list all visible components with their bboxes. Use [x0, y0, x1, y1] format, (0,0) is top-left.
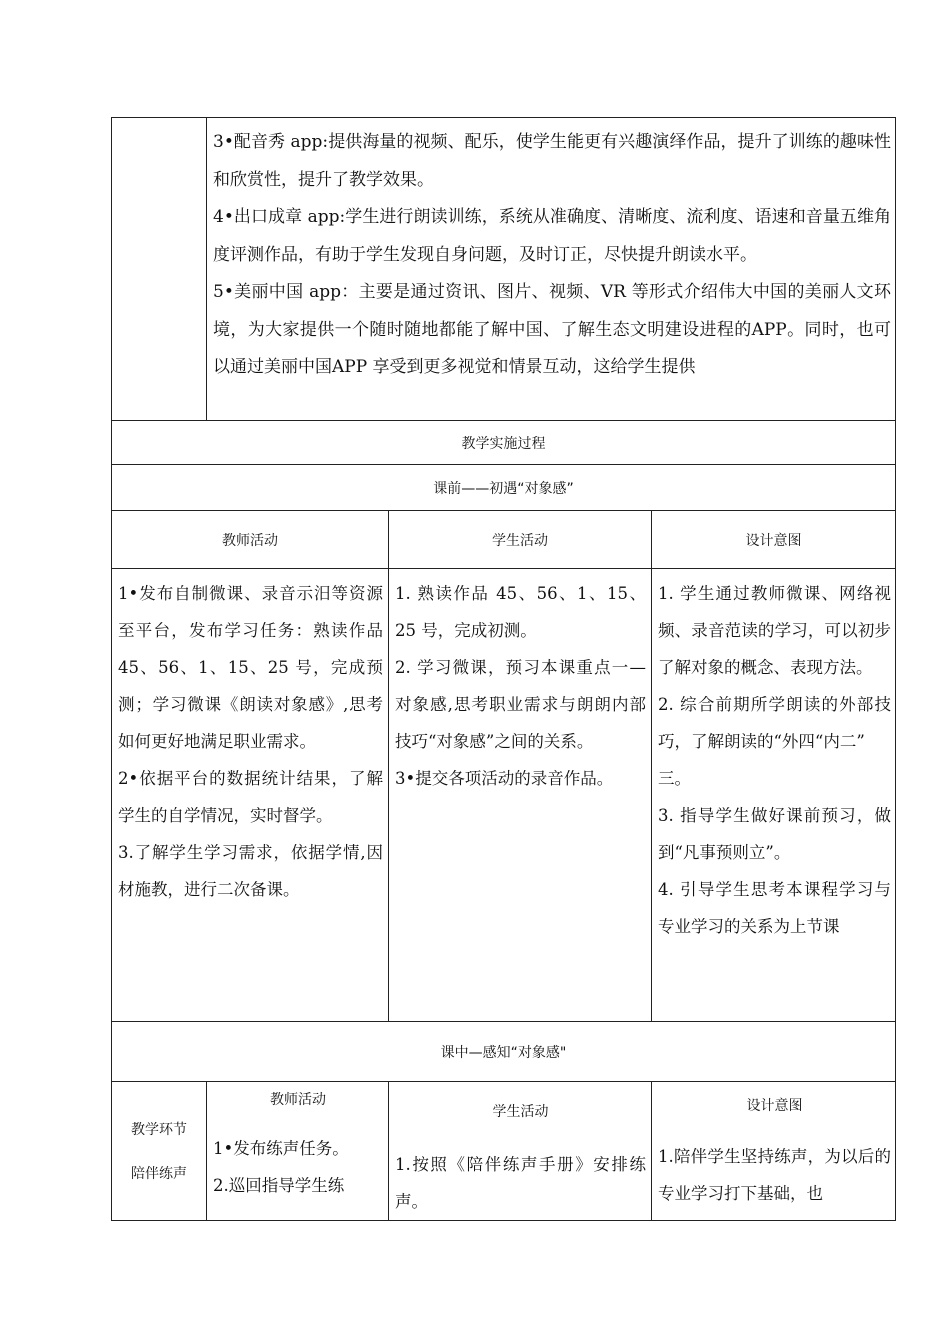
process-title-row — [111, 420, 896, 464]
in-class-title-row — [111, 1021, 896, 1081]
stage-cell — [111, 1081, 206, 1221]
in-design-header: 设计意图 — [746, 1098, 803, 1114]
in-student-item-1: 1.按照《陪伴练声手册》安排练声。 — [395, 1155, 646, 1211]
app-item-3: 3•配音秀 app:提供海量的视频、配乐，使学生能更有兴趣演绎作品，提升了训练的趣味性和欣赏性，提升了教学效果。 — [213, 132, 891, 190]
in-teacher-item-2: 2.巡回指导学生练 — [213, 1176, 345, 1195]
in-teacher-item-1: 1•发布练声任务。 — [213, 1139, 349, 1158]
pre-class-title: 课前——初遇“对象感” — [433, 480, 574, 497]
pre-teacher-cell — [111, 568, 388, 1021]
pre-design-item-3: 3. 指导学生做好课前预习，做到“凡事预则立”。 — [658, 806, 891, 862]
in-teacher-header: 教师活动 — [270, 1092, 326, 1108]
in-design-cell — [651, 1081, 896, 1221]
student-activity-header: 学生活动 — [492, 532, 548, 549]
pre-design-item-4: 4. 引导学生思考本课程学习与专业学习的关系为上节课 — [658, 880, 891, 936]
pre-student-header — [388, 510, 651, 568]
pre-student-item-2: 2. 学习微课，预习本课重点一—对象感,思考职业需求与朗朗内部技巧“对象感”之间的关系。 — [395, 658, 646, 751]
pre-design-item-2: 2. 综合前期所学朗读的外部技巧，了解朗读的“外四“内二” — [658, 695, 891, 751]
top-left-empty-cell — [111, 117, 206, 420]
pre-teacher-item-2: 2•依据平台的数据统计结果，了解学生的自学情况，实时督学。 — [118, 769, 383, 825]
app-item-5: 5•美丽中国 app：主要是通过资讯、图片、视频、VR 等形式介绍伟大中国的美丽人文环境，为大家提供一个随时随地都能了解中国、了解生态文明建设进程的APP。同时，也可以通过美丽中国APP 享受到更多视觉和情景互动，这给学生提供 — [213, 282, 891, 377]
in-teacher-cell — [206, 1081, 388, 1221]
in-student-header: 学生活动 — [492, 1104, 549, 1120]
pre-teacher-header — [111, 510, 388, 568]
pre-design-cell — [651, 568, 896, 1021]
pre-teacher-item-3: 3.了解学生学习需求，依据学情,因材施教，进行二次备课。 — [118, 843, 383, 899]
pre-design-header — [651, 510, 896, 568]
design-intent-header: 设计意图 — [745, 532, 802, 549]
pre-design-item-1: 1. 学生通过教师微课、网络视频、录音范读的学习，可以初步了解对象的概念、表现方法。 — [658, 584, 891, 677]
teacher-activity-header: 教师活动 — [222, 532, 278, 549]
process-title: 教学实施过程 — [461, 435, 546, 452]
app-item-4: 4•出口成章 app:学生进行朗读训练，系统从准确度、清晰度、流利度、语速和音量五维角度评测作品，有助于学生发现自身问题，及时订正，尽快提升朗读水平。 — [213, 207, 891, 265]
pre-class-title-row — [111, 464, 896, 510]
pre-teacher-item-1: 1•发布自制微课、录音示汨等资源至平台，发布学习任务：熟读作品 45、56、1、15、25 号，完成预测；学习微课《朗读对象感》,思考如何更好地满足职业需求。 — [118, 584, 383, 751]
stage-label: 教学环节 — [131, 1122, 187, 1138]
in-student-cell — [388, 1081, 651, 1221]
in-class-title: 课中—感知“对象感" — [440, 1044, 567, 1061]
pre-student-item-1: 1. 熟读作品 45、56、1、15、25 号，完成初测。 — [395, 584, 646, 640]
top-content-cell — [206, 117, 896, 420]
in-design-item-1: 1.陪伴学生坚持练声，为以后的专业学习打下基础，也 — [658, 1147, 891, 1203]
pre-design-item-2-cont: 三。 — [658, 769, 691, 788]
stage-name: 陪伴练声 — [131, 1166, 187, 1182]
pre-student-item-3: 3•提交各项活动的录音作品。 — [395, 769, 614, 788]
pre-student-cell — [388, 568, 651, 1021]
